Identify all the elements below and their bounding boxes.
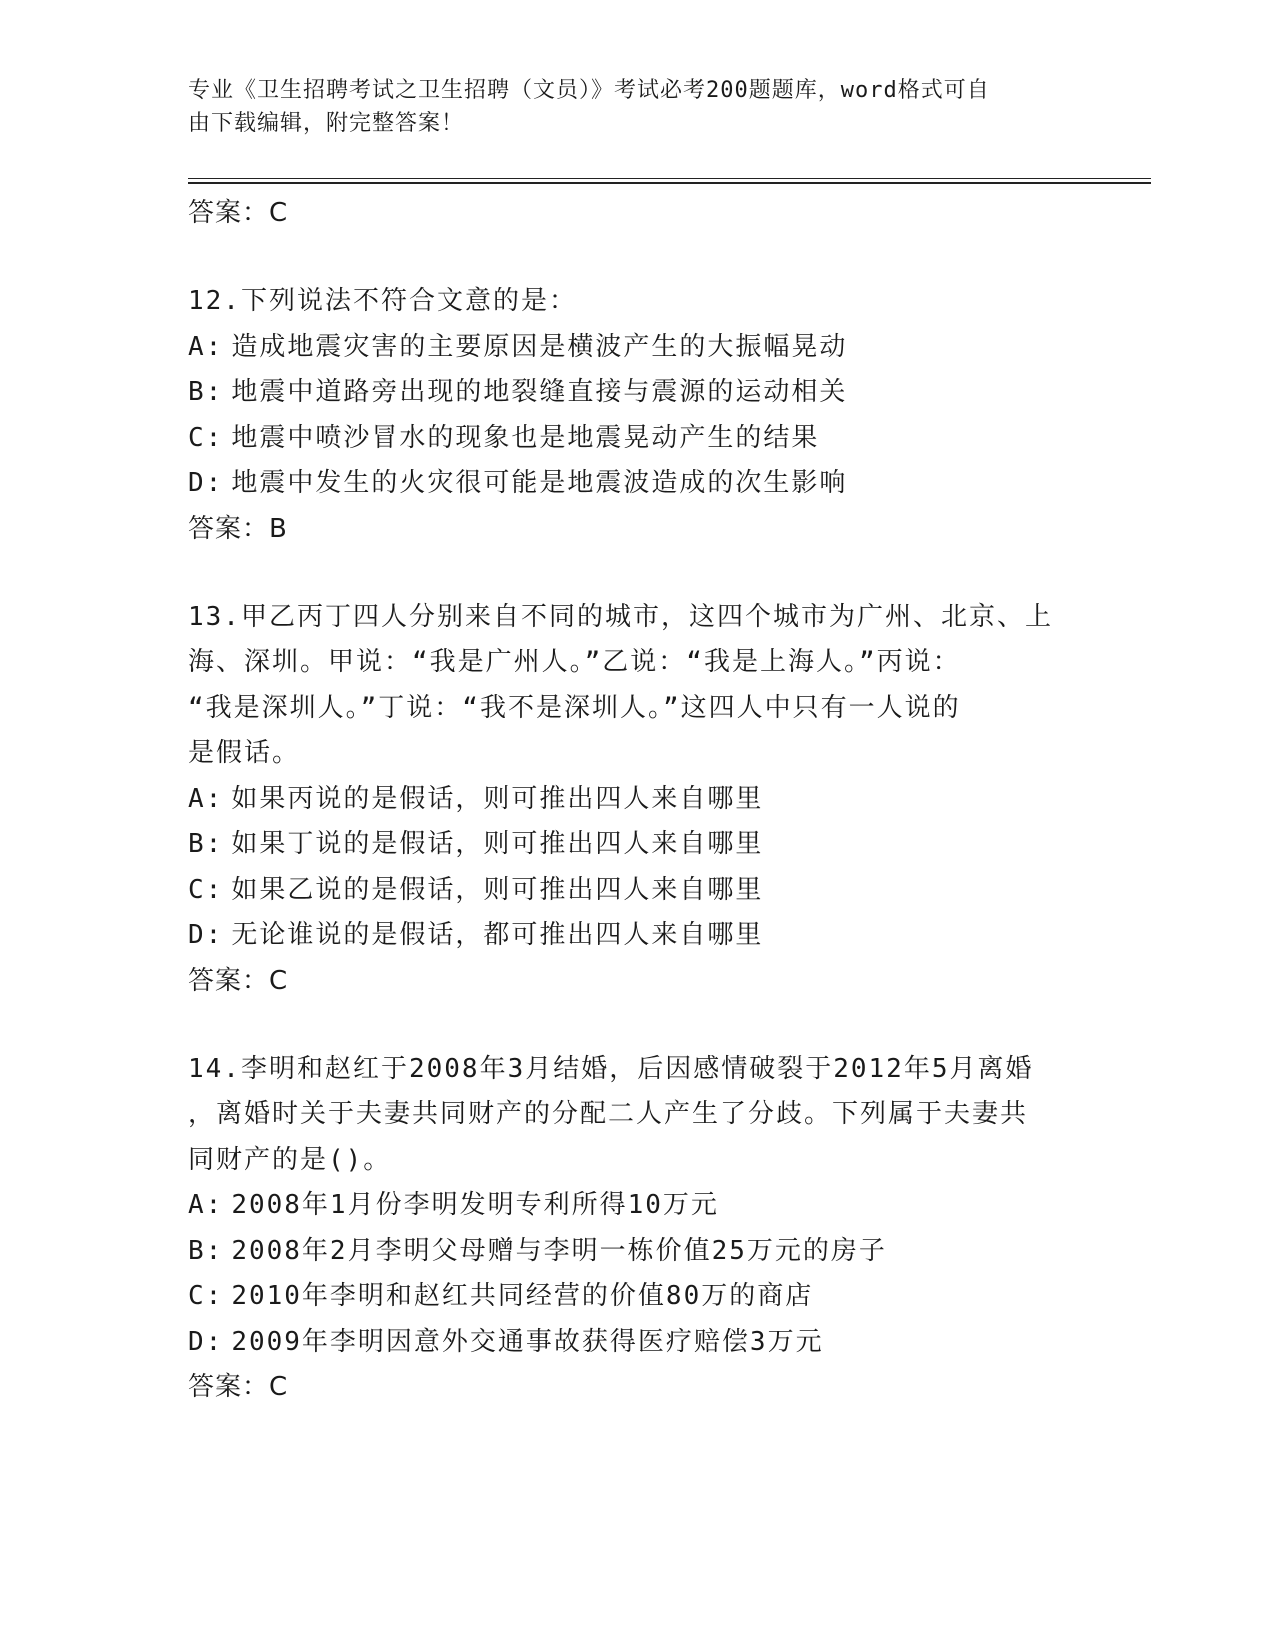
option-c <box>188 1274 1088 1320</box>
header-rule-thin <box>188 178 1151 179</box>
option-d <box>188 1320 1088 1366</box>
option-key: B: <box>188 377 224 407</box>
option-a <box>188 777 1088 823</box>
option-text: 无论谁说的是假话，都可推出四人来自哪里 <box>231 920 764 950</box>
option-a <box>188 325 1088 371</box>
question-stem-line: ，离婚时关于夫妻共同财产的分配二人产生了分歧。下列属于夫妻共 <box>188 1099 1029 1129</box>
option-key: C: <box>188 422 224 453</box>
option-text: 地震中喷沙冒水的现象也是地震晃动产生的结果 <box>231 422 820 453</box>
option-text: 地震中发生的火灾很可能是地震波造成的次生影响 <box>231 468 848 498</box>
option-key: B: <box>188 1235 224 1266</box>
option-text: 2008年2月李明父母赠与李明一栋价值25万元的房子 <box>231 1235 887 1266</box>
question-stem-line: 14.李明和赵红于2008年3月结婚，后因感情破裂于2012年5月离婚 <box>188 1053 1034 1084</box>
answer-13: 答案：C <box>188 965 289 996</box>
option-b <box>188 822 1088 868</box>
header-line-1: 专业《卫生招聘考试之卫生招聘（文员）》考试必考200题题库，word格式可自 <box>188 78 990 103</box>
option-text: 2010年李明和赵红共同经营的价值80万的商店 <box>231 1281 814 1311</box>
option-key: C: <box>188 874 224 905</box>
header-rule-thick <box>188 182 1151 184</box>
option-text: 2009年李明因意外交通事故获得医疗赔偿3万元 <box>231 1326 824 1357</box>
header-line-2: 由下载编辑，附完整答案！ <box>188 111 465 136</box>
option-text: 地震中道路旁出现的地裂缝直接与震源的运动相关 <box>231 377 848 407</box>
question-stem-line: 海、深圳。甲说：“我是广州人。”乙说：“我是上海人。”丙说： <box>188 647 961 677</box>
option-key: D: <box>188 468 224 498</box>
question-13 <box>188 595 1088 1003</box>
question-stem-line: 是假话。 <box>188 738 301 768</box>
document-header <box>188 74 1068 140</box>
option-key: D: <box>188 1326 224 1357</box>
question-14 <box>188 1047 1088 1410</box>
question-stem-line: 同财产的是()。 <box>188 1144 392 1175</box>
option-c <box>188 416 1088 462</box>
question-stem-line: 12.下列说法不符合文意的是： <box>188 286 577 316</box>
option-b <box>188 370 1088 416</box>
option-key: B: <box>188 829 224 859</box>
option-c <box>188 868 1088 914</box>
option-key: A: <box>188 1190 224 1220</box>
option-b <box>188 1229 1088 1275</box>
answer-14: 答案：C <box>188 1372 289 1402</box>
question-stem-line: “我是深圳人。”丁说：“我不是深圳人。”这四人中只有一人说的 <box>188 692 961 723</box>
question-stem-line: 13.甲乙丙丁四人分别来自不同的城市，这四个城市为广州、北京、上 <box>188 601 1053 632</box>
question-12 <box>188 279 1088 551</box>
answer-12: 答案：B <box>188 513 288 544</box>
option-text: 2008年1月份李明发明专利所得10万元 <box>231 1190 719 1220</box>
option-d <box>188 913 1088 959</box>
option-text: 如果丙说的是假话，则可推出四人来自哪里 <box>231 783 764 814</box>
option-text: 造成地震灾害的主要原因是横波产生的大振幅晃动 <box>231 331 848 362</box>
option-d <box>188 461 1088 507</box>
option-key: C: <box>188 1281 224 1311</box>
option-text: 如果乙说的是假话，则可推出四人来自哪里 <box>231 874 764 905</box>
option-key: A: <box>188 783 224 814</box>
previous-answer: 答案：C <box>188 198 289 228</box>
option-key: A: <box>188 331 224 362</box>
option-key: D: <box>188 920 224 950</box>
option-a <box>188 1183 1088 1229</box>
option-text: 如果丁说的是假话，则可推出四人来自哪里 <box>231 829 764 859</box>
document-body <box>188 191 1088 1453</box>
